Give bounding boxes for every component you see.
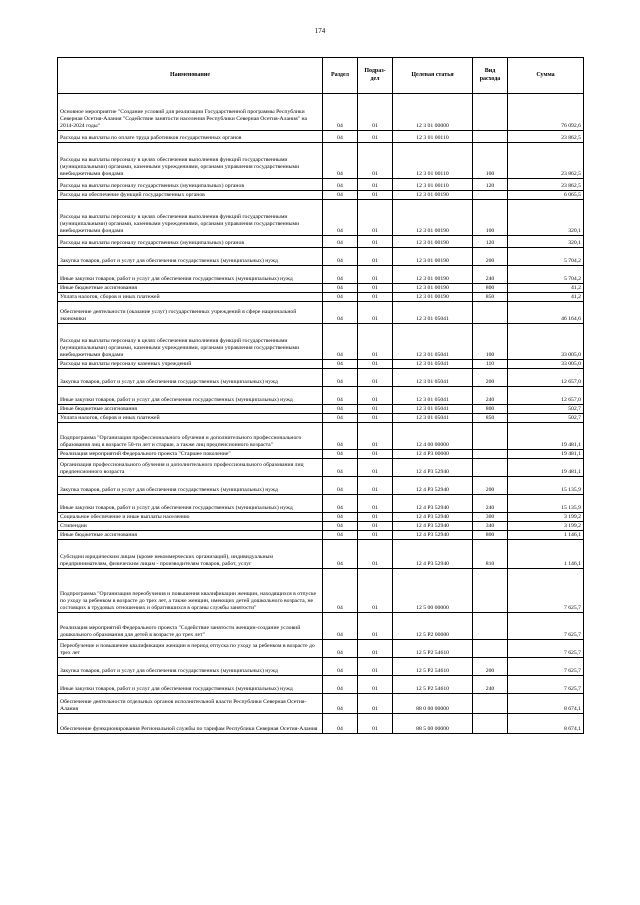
row-target: 12 3 01 00110: [393, 131, 473, 143]
row-podrazdel: 01: [358, 569, 393, 613]
row-sum: 6 065,5: [508, 191, 584, 200]
row-podrazdel: 01: [358, 324, 393, 360]
row-name: Иные бюджетные ассигнования: [58, 284, 323, 293]
row-razdel: 04: [323, 191, 358, 200]
table-row: [58, 658, 584, 676]
row-vid: 850: [473, 414, 508, 423]
row-vid: 120: [473, 236, 508, 248]
row-razdel: 04: [323, 200, 358, 236]
row-name: Уплата налогов, сборов и иных платежей: [58, 414, 323, 423]
row-razdel: 04: [323, 459, 358, 477]
row-razdel: 04: [323, 495, 358, 513]
row-target: 12 4 P3 52940: [393, 522, 473, 531]
row-razdel: 04: [323, 569, 358, 613]
row-razdel: 04: [323, 387, 358, 405]
row-target: 88 5 00 00000: [393, 714, 473, 734]
row-sum: 3 199,2: [508, 522, 584, 531]
row-podrazdel: 01: [358, 94, 393, 131]
table-row: [58, 423, 584, 450]
row-vid: [473, 423, 508, 450]
row-razdel: 04: [323, 236, 358, 248]
row-target: 12 3 01 00110: [393, 179, 473, 191]
page-number: 174: [314, 27, 326, 35]
row-razdel: 04: [323, 531, 358, 540]
row-razdel: 04: [323, 284, 358, 293]
row-name: Подпрограмма "Организация профессионального обучения и дополнительного профессионального образования лиц в возрасте 50-ти лет и старше, а также лиц предпенсионного возраста": [58, 423, 323, 450]
row-podrazdel: 01: [358, 266, 393, 284]
row-vid: [473, 714, 508, 734]
table-row: [58, 266, 584, 284]
row-razdel: 04: [323, 248, 358, 266]
row-name: Расходы на выплаты персоналу в целях обеспечения выполнения функций государственными (муниципальными) органами, казенными учреждениями, органами управления государственными внебюджетными фондами: [58, 200, 323, 236]
row-podrazdel: 01: [358, 676, 393, 694]
row-podrazdel: 01: [358, 369, 393, 387]
row-target: 12 3 01 00190: [393, 236, 473, 248]
row-razdel: 04: [323, 613, 358, 640]
row-vid: 340: [473, 522, 508, 531]
row-name: Обеспечение функционирования Региональной службы по тарифам Республики Северная Осетия-Алания: [58, 714, 323, 734]
row-sum: 7 625,7: [508, 658, 584, 676]
row-razdel: 04: [323, 94, 358, 131]
row-razdel: 04: [323, 658, 358, 676]
row-vid: 200: [473, 248, 508, 266]
row-razdel: 04: [323, 522, 358, 531]
table-row: [58, 236, 584, 248]
table-row: [58, 513, 584, 522]
row-vid: [473, 640, 508, 658]
table-row: [58, 293, 584, 302]
table-body: [58, 94, 584, 734]
row-target: 12 5 00 00000: [393, 569, 473, 613]
row-sum: 1 146,1: [508, 540, 584, 569]
row-vid: 200: [473, 477, 508, 495]
row-razdel: 04: [323, 405, 358, 414]
row-podrazdel: 01: [358, 200, 393, 236]
row-sum: 23 862,5: [508, 131, 584, 143]
row-vid: [473, 131, 508, 143]
table-row: [58, 191, 584, 200]
table-row: [58, 450, 584, 459]
row-target: 12 3 01 05041: [393, 405, 473, 414]
row-podrazdel: 01: [358, 522, 393, 531]
row-name: Иные бюджетные ассигнования: [58, 531, 323, 540]
row-name: Иные закупки товаров, работ и услуг для обеспечения государственных (муниципальных) нужд: [58, 266, 323, 284]
row-vid: 100: [473, 200, 508, 236]
table-row: [58, 569, 584, 613]
row-target: 12 4 P3 52940: [393, 495, 473, 513]
row-sum: 1 146,1: [508, 531, 584, 540]
row-razdel: 04: [323, 450, 358, 459]
row-vid: 200: [473, 369, 508, 387]
row-name: Расходы на выплаты персоналу казенных учреждений: [58, 360, 323, 369]
row-name: Иные закупки товаров, работ и услуг для обеспечения государственных (муниципальных) нужд: [58, 387, 323, 405]
row-razdel: 04: [323, 131, 358, 143]
row-name: Основное мероприятие "Создание условий для реализации Государственной программы Республики Северная Осетия-Алания "Содействие занятости населения Республики Северная Осетия-Алания" на 2014-2024 годы": [58, 94, 323, 131]
row-target: 12 3 01 00190: [393, 284, 473, 293]
row-podrazdel: 01: [358, 640, 393, 658]
row-sum: 7 625,7: [508, 640, 584, 658]
row-podrazdel: 01: [358, 423, 393, 450]
row-name: Закупка товаров, работ и услуг для обеспечения государственных (муниципальных) нужд: [58, 477, 323, 495]
row-vid: [473, 613, 508, 640]
row-podrazdel: 01: [358, 450, 393, 459]
row-target: 12 4 P3 52940: [393, 513, 473, 522]
row-name: Расходы на выплаты персоналу государственных (муниципальных) органов: [58, 236, 323, 248]
table-row: [58, 640, 584, 658]
row-target: 12 4 P3 00000: [393, 450, 473, 459]
row-sum: 502,7: [508, 405, 584, 414]
row-target: 88 0 00 00000: [393, 694, 473, 714]
row-vid: 240: [473, 495, 508, 513]
table-row: [58, 477, 584, 495]
row-sum: 12 657,0: [508, 387, 584, 405]
row-razdel: 04: [323, 640, 358, 658]
row-target: 12 4 P3 52940: [393, 531, 473, 540]
table-row: [58, 694, 584, 714]
row-vid: 800: [473, 405, 508, 414]
row-razdel: 04: [323, 714, 358, 734]
row-name: Организация профессионального обучения и дополнительного профессионального образования лиц предпенсионного возраста: [58, 459, 323, 477]
row-name: Расходы на выплаты по оплате труда работников государственных органов: [58, 131, 323, 143]
row-name: Расходы на выплаты персоналу государственных (муниципальных) органов: [58, 179, 323, 191]
row-name: Иные бюджетные ассигнования: [58, 405, 323, 414]
row-target: 12 3 01 05041: [393, 387, 473, 405]
row-podrazdel: 01: [358, 459, 393, 477]
row-podrazdel: 01: [358, 513, 393, 522]
row-podrazdel: 01: [358, 293, 393, 302]
row-sum: 7 625,7: [508, 613, 584, 640]
row-vid: 110: [473, 360, 508, 369]
row-razdel: 04: [323, 423, 358, 450]
row-sum: 33 005,0: [508, 360, 584, 369]
row-vid: 800: [473, 531, 508, 540]
table-row: [58, 613, 584, 640]
row-podrazdel: 01: [358, 179, 393, 191]
row-target: 12 3 01 00110: [393, 143, 473, 179]
row-target: 12 5 P2 00000: [393, 613, 473, 640]
table-row: [58, 531, 584, 540]
table-row: [58, 405, 584, 414]
row-podrazdel: 01: [358, 495, 393, 513]
budget-table: [57, 57, 584, 734]
row-podrazdel: 01: [358, 477, 393, 495]
row-podrazdel: 01: [358, 248, 393, 266]
row-vid: 240: [473, 387, 508, 405]
row-sum: 5 704,2: [508, 248, 584, 266]
table-row: [58, 676, 584, 694]
table-row: [58, 302, 584, 324]
row-target: 12 4 00 00000: [393, 423, 473, 450]
row-vid: [473, 459, 508, 477]
row-name: Расходы на обеспечение функций государственных органов: [58, 191, 323, 200]
row-target: 12 5 P2 54610: [393, 658, 473, 676]
row-razdel: 04: [323, 293, 358, 302]
row-podrazdel: 01: [358, 694, 393, 714]
row-target: 12 3 01 05041: [393, 414, 473, 423]
row-target: 12 3 01 00190: [393, 266, 473, 284]
row-podrazdel: 01: [358, 302, 393, 324]
header-target: Целевая статья: [393, 58, 473, 94]
row-target: 12 3 01 05041: [393, 324, 473, 360]
row-name: Стипендии: [58, 522, 323, 531]
row-vid: [473, 302, 508, 324]
row-name: Иные закупки товаров, работ и услуг для обеспечения государственных (муниципальных) нужд: [58, 495, 323, 513]
row-vid: 120: [473, 179, 508, 191]
row-razdel: 04: [323, 143, 358, 179]
row-target: 12 3 01 05041: [393, 360, 473, 369]
row-target: 12 3 01 00000: [393, 94, 473, 131]
table-row: [58, 360, 584, 369]
row-razdel: 04: [323, 513, 358, 522]
table-row: [58, 131, 584, 143]
row-name: Закупка товаров, работ и услуг для обеспечения государственных (муниципальных) нужд: [58, 248, 323, 266]
row-name: Подпрограмма "Организация переобучения и повышения квалификации женщин, находящихся в отпуске по уходу за ребенком в возрасте до трех лет, а также женщин, имеющих детей дошкольного возраста, не состоящих в трудовых отношениях и обратившихся в органы службы занятости": [58, 569, 323, 613]
row-vid: [473, 191, 508, 200]
row-target: 12 3 01 00190: [393, 248, 473, 266]
row-podrazdel: 01: [358, 131, 393, 143]
row-name: Расходы на выплаты персоналу в целях обеспечения выполнения функций государственными (муниципальными) органами, казенными учреждениями, органами управления государственными внебюджетными фондами: [58, 143, 323, 179]
row-podrazdel: 01: [358, 236, 393, 248]
row-name: Переобучение и повышение квалификации женщин в период отпуска по уходу за ребенком в возрасте до трех лет: [58, 640, 323, 658]
row-target: 12 5 P2 54610: [393, 676, 473, 694]
row-vid: [473, 450, 508, 459]
table-row: [58, 369, 584, 387]
row-name: Обеспечение деятельности (оказание услуг) государственных учреждений в сфере национальной экономики: [58, 302, 323, 324]
table-row: [58, 540, 584, 569]
row-sum: 23 862,5: [508, 143, 584, 179]
row-vid: [473, 694, 508, 714]
row-sum: 8 674,1: [508, 714, 584, 734]
row-razdel: 04: [323, 694, 358, 714]
row-name: Закупка товаров, работ и услуг для обеспечения государственных (муниципальных) нужд: [58, 658, 323, 676]
row-name: Закупка товаров, работ и услуг для обеспечения государственных (муниципальных) нужд: [58, 369, 323, 387]
row-name: Иные закупки товаров, работ и услуг для обеспечения государственных (муниципальных) нужд: [58, 676, 323, 694]
row-sum: 5 704,2: [508, 266, 584, 284]
row-name: Реализация мероприятий Федерального проекта "Содействие занятости женщин-создание условий дошкольного образования для детей в возрасте до трех лет": [58, 613, 323, 640]
row-razdel: 04: [323, 360, 358, 369]
row-sum: 41,2: [508, 284, 584, 293]
row-target: 12 5 P2 54610: [393, 640, 473, 658]
row-razdel: 04: [323, 324, 358, 360]
row-podrazdel: 01: [358, 387, 393, 405]
row-podrazdel: 01: [358, 143, 393, 179]
header-vid: Вид расхода: [473, 58, 508, 94]
table-row: [58, 324, 584, 360]
row-podrazdel: 01: [358, 360, 393, 369]
row-target: 12 3 01 05041: [393, 302, 473, 324]
table-row: [58, 522, 584, 531]
row-razdel: 04: [323, 266, 358, 284]
header-podrazdel: Подраз- дел: [358, 58, 393, 94]
table-row: [58, 495, 584, 513]
row-sum: 76 092,6: [508, 94, 584, 131]
row-target: 12 4 P3 52940: [393, 459, 473, 477]
row-target: 12 3 01 00190: [393, 293, 473, 302]
row-razdel: 04: [323, 540, 358, 569]
row-name: Уплата налогов, сборов и иных платежей: [58, 293, 323, 302]
row-razdel: 04: [323, 302, 358, 324]
row-podrazdel: 01: [358, 540, 393, 569]
row-vid: 800: [473, 284, 508, 293]
row-vid: 810: [473, 540, 508, 569]
row-podrazdel: 01: [358, 405, 393, 414]
row-target: 12 3 01 00190: [393, 191, 473, 200]
table-row: [58, 248, 584, 266]
row-sum: 23 862,5: [508, 179, 584, 191]
row-vid: [473, 94, 508, 131]
row-sum: 7 625,7: [508, 569, 584, 613]
row-sum: 3 199,2: [508, 513, 584, 522]
row-vid: [473, 569, 508, 613]
row-podrazdel: 01: [358, 714, 393, 734]
row-vid: 300: [473, 513, 508, 522]
row-name: Реализация мероприятий Федерального проекта "Старшее поколение": [58, 450, 323, 459]
header-razdel: Раздел: [323, 58, 358, 94]
table-row: [58, 459, 584, 477]
row-sum: 15 135,9: [508, 477, 584, 495]
row-sum: 15 135,9: [508, 495, 584, 513]
row-vid: 850: [473, 293, 508, 302]
row-sum: 320,1: [508, 200, 584, 236]
row-podrazdel: 01: [358, 284, 393, 293]
row-vid: 100: [473, 143, 508, 179]
row-name: Расходы на выплаты персоналу в целях обеспечения выполнения функций государственными (муниципальными) органами, казенными учреждениями, органами управления государственными внебюджетными фондами: [58, 324, 323, 360]
row-target: 12 4 P3 52940: [393, 540, 473, 569]
header-sum: Сумма: [508, 58, 584, 94]
row-vid: 200: [473, 658, 508, 676]
row-sum: 19 481,1: [508, 450, 584, 459]
row-podrazdel: 01: [358, 414, 393, 423]
row-target: 12 3 01 00190: [393, 200, 473, 236]
row-vid: 240: [473, 266, 508, 284]
row-sum: 19 481,1: [508, 459, 584, 477]
table-row: [58, 714, 584, 734]
row-sum: 8 674,1: [508, 694, 584, 714]
table-row: [58, 94, 584, 131]
row-sum: 41,2: [508, 293, 584, 302]
row-sum: 46 164,6: [508, 302, 584, 324]
row-target: 12 4 P3 52940: [393, 477, 473, 495]
row-razdel: 04: [323, 477, 358, 495]
table-row: [58, 200, 584, 236]
row-sum: 7 625,7: [508, 676, 584, 694]
row-sum: 33 005,0: [508, 324, 584, 360]
table-row: [58, 179, 584, 191]
row-razdel: 04: [323, 179, 358, 191]
row-podrazdel: 01: [358, 191, 393, 200]
table-row: [58, 143, 584, 179]
row-podrazdel: 01: [358, 658, 393, 676]
table-row: [58, 414, 584, 423]
row-vid: 240: [473, 676, 508, 694]
row-sum: 19 481,1: [508, 423, 584, 450]
row-razdel: 04: [323, 369, 358, 387]
row-razdel: 04: [323, 676, 358, 694]
row-target: 12 3 01 05041: [393, 369, 473, 387]
table-row: [58, 284, 584, 293]
table-row: [58, 387, 584, 405]
row-podrazdel: 01: [358, 613, 393, 640]
row-sum: 502,7: [508, 414, 584, 423]
header-name: Наименование: [58, 58, 323, 94]
row-name: Обеспечение деятельности отдельных органов исполнительной власти Республики Северная Осетия-Алания: [58, 694, 323, 714]
row-sum: 12 657,0: [508, 369, 584, 387]
row-razdel: 04: [323, 414, 358, 423]
table-header-row: [58, 58, 584, 94]
row-name: Субсидии юридическим лицам (кроме некоммерческих организаций), индивидуальным предпринимателям, физическим лицам - производителям товаров, работ, услуг: [58, 540, 323, 569]
row-podrazdel: 01: [358, 531, 393, 540]
row-vid: 100: [473, 324, 508, 360]
row-sum: 320,1: [508, 236, 584, 248]
row-name: Социальное обеспечение и иные выплаты населению: [58, 513, 323, 522]
